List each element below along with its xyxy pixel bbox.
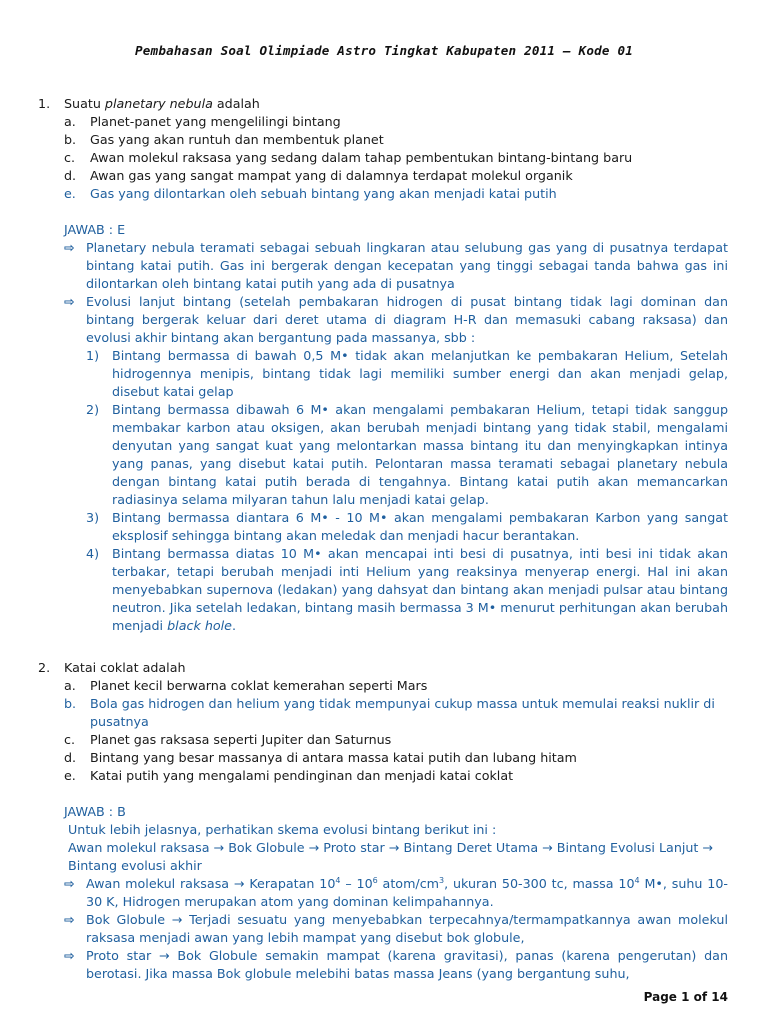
question-2 — [38, 659, 728, 677]
answer-label: JAWAB : B — [64, 804, 126, 819]
explanation-item: ⇨ Evolusi lanjut bintang (setelah pembakaran hidrogen di pusat bintang tidak lagi dominan dan bintang bergerak keluar dari deret utama di diagram H-R dan memasuki cabang raksasa) dan evolusi akhir bintang akan bergantung pada massanya, sbb : — [64, 294, 728, 345]
option-d: d. Bintang yang besar massanya di antara massa katai putih dan lubang hitam — [64, 750, 577, 765]
option-e-correct: e. Gas yang dilontarkan oleh sebuah bintang yang akan menjadi katai putih — [64, 186, 557, 201]
explanation-item: ⇨ Bok Globule → Terjadi sesuatu yang menyebabkan terpecahnya/termampatkannya awan molekul raksasa menjadi awan yang lebih mampat yang disebut bok globule, — [64, 912, 728, 945]
evolution-list — [86, 347, 728, 635]
page-title: Pembahasan Soal Olimpiade Astro Tingkat Kabupaten 2011 – Kode 01 — [134, 43, 634, 58]
question-number: 1. — [38, 96, 51, 111]
question-1 — [38, 95, 728, 113]
option-d: d. Awan gas yang sangat mampat yang di dalamnya terdapat molekul organik — [64, 168, 573, 183]
option-a: a. Planet-panet yang mengelilingi bintang — [64, 114, 341, 129]
question-text: Suatu planetary nebula adalah — [64, 96, 260, 111]
intro-text: Untuk lebih jelasnya, perhatikan skema evolusi bintang berikut ini : — [68, 822, 497, 837]
answer-label: JAWAB : E — [64, 222, 126, 237]
option-b-correct: b. Bola gas hidrogen dan helium yang tidak mempunyai cukup massa untuk memulai reaksi nuklir di pusatnya — [64, 696, 715, 729]
arrow-icon: ⇨ — [64, 912, 75, 927]
options-q2 — [64, 677, 728, 785]
page-number: Page 1 of 14 — [643, 990, 728, 1004]
list-item: 1) Bintang bermassa di bawah 0,5 M• tidak akan melanjutkan ke pembakaran Helium, Setelah hidrogennya menipis, bintang tidak lagi memiliki sumber energi dan akan menjadi gelap, disebut katai gelap — [86, 348, 728, 399]
explanation-item: ⇨ Awan molekul raksasa → Kerapatan $10^4 - 10^6$ atom/$cm^3$, ukuran 50-300 tc, massa $10^4$ M•, suhu 10-30 K, Hidrogen merupakan atom yang dominan kelimpahannya. — [64, 875, 729, 909]
explanation-item: ⇨ Proto star → Bok Globule semakin mampat (karena gravitasi), panas (karena pengerutan) dan berotasi. Jika massa Bok globule melebihi batas massa Jeans (yang bergantung suhu, — [64, 948, 728, 981]
option-c: c. Planet gas raksasa seperti Jupiter dan Saturnus — [64, 732, 392, 747]
question-text: Katai coklat adalah — [64, 660, 186, 675]
evolution-chain: Awan molekul raksasa → Bok Globule → Proto star → Bintang Deret Utama → Bintang Evolusi Lanjut → Bintang evolusi akhir — [68, 840, 714, 873]
question-number: 2. — [38, 660, 51, 675]
document-body — [38, 95, 728, 983]
arrow-icon: ⇨ — [64, 876, 75, 891]
list-item: 4) Bintang bermassa diatas 10 M• akan mencapai inti besi di pusatnya, inti besi ini tidak akan terbakar, tetapi berubah menjadi inti Helium yang reaksinya menyerap energi. Hal ini akan menyebabkan supernova (ledakan) yang dahsyat dan bintang akan menjadi pulsar atau bintang neutron. Jika setelah ledakan, bintang masih bermassa 3 M• menurut perhitungan akan berubah menjadi black hole. — [86, 546, 728, 633]
options-q1 — [64, 113, 728, 203]
arrow-icon: ⇨ — [64, 294, 75, 309]
option-a: a. Planet kecil berwarna coklat kemerahan seperti Mars — [64, 678, 428, 693]
option-e: e. Katai putih yang mengalami pendinginan dan menjadi katai coklat — [64, 768, 514, 783]
explanation-item: ⇨ Planetary nebula teramati sebagai sebuah lingkaran atau selubung gas yang di pusatnya terdapat bintang katai putih. Gas ini bergerak dengan kecepatan yang tinggi sebagai tanda bahwa gas ini dilontarkan oleh bintang katai putih yang ada di pusatnya — [64, 240, 728, 291]
option-c: c. Awan molekul raksasa yang sedang dalam tahap pembentukan bintang-bintang baru — [64, 150, 633, 165]
option-b: b. Gas yang akan runtuh dan membentuk planet — [64, 132, 384, 147]
list-item: 2) Bintang bermassa dibawah 6 M• akan mengalami pembakaran Helium, tetapi tidak sanggup membakar karbon atau oksigen, akan berubah menjadi bintang yang tidak stabil, mengalami denyutan yang sangat kuat yang melontarkan massa bintang itu dan menyingkapkan intinya yang panas, yang disebut katai putih. Pelontaran massa teramati sebagai planetary nebula dengan bintang katai putih berada di tengahnya. Bintang katai putih akan memancarkan radiasinya selama milyaran tahun lalu menjadi katai gelap. — [86, 402, 728, 507]
list-item: 3) Bintang bermassa diantara 6 M• - 10 M• akan mengalami pembakaran Karbon yang sangat eksplosif sehingga bintang akan meledak dan menjadi hacur berantakan. — [86, 510, 728, 543]
arrow-icon: ⇨ — [64, 948, 75, 963]
arrow-icon: ⇨ — [64, 240, 75, 255]
